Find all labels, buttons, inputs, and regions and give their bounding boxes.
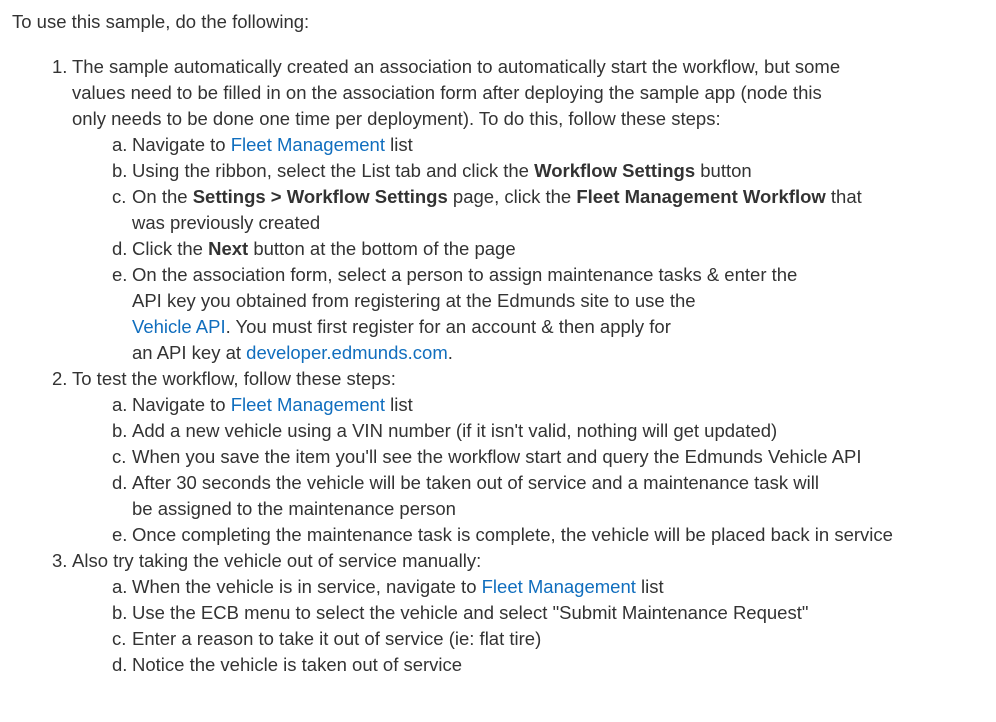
substep-text: Using the ribbon, select the List tab and click the — [132, 160, 535, 181]
substep-1d — [72, 236, 932, 262]
fleet-management-link[interactable]: Fleet Management — [481, 576, 636, 597]
substep-text: Click the — [132, 238, 209, 259]
substep-letter: a. — [112, 394, 128, 415]
substep-text: list — [635, 576, 664, 597]
substep-text: an API key at — [132, 342, 247, 363]
substep-text: Navigate to — [132, 394, 231, 415]
fleet-management-link[interactable]: Fleet Management — [230, 394, 385, 415]
substep-text: button — [695, 160, 752, 181]
substep-letter: e. — [112, 524, 128, 545]
substeps-list — [72, 574, 972, 678]
substep-1c — [72, 184, 932, 236]
developer-edmunds-link[interactable]: developer.edmunds.com — [246, 342, 448, 363]
steps-list — [0, 54, 972, 678]
intro-text: To use this sample, do the following: — [12, 11, 310, 32]
step-text-line: values need to be filled in on the association form after deploying the sample app (node this — [72, 82, 822, 103]
substep-text: Enter a reason to take it out of service (ie: flat tire) — [132, 628, 542, 649]
step-text-line: The sample automatically created an association to automatically start the workflow, but some — [72, 56, 841, 77]
substep-text: was previously created — [132, 212, 321, 233]
substep-letter: e. — [112, 264, 128, 285]
substep-text: Add a new vehicle using a VIN number (if it isn't valid, nothing will get updated) — [132, 420, 778, 441]
substep-text: . — [447, 342, 453, 363]
substep-letter: d. — [112, 654, 128, 675]
substep-3a — [72, 574, 932, 600]
substeps-list — [72, 132, 972, 366]
substep-text: After 30 seconds the vehicle will be taken out of service and a maintenance task will — [132, 472, 819, 493]
substep-letter: d. — [112, 472, 128, 493]
substep-text: Use the ECB menu to select the vehicle and select "Submit Maintenance Request" — [132, 602, 809, 623]
substep-1b — [72, 158, 932, 184]
step-number: 2. — [52, 368, 68, 389]
substep-text: that — [825, 186, 862, 207]
substep-3d — [72, 652, 932, 678]
substep-letter: b. — [112, 160, 128, 181]
substep-3c — [72, 626, 932, 652]
substep-text: be assigned to the maintenance person — [132, 498, 456, 519]
substep-text: Once completing the maintenance task is complete, the vehicle will be placed back in service — [132, 524, 893, 545]
substep-text: list — [385, 134, 413, 155]
substep-text: On the association form, select a person to assign maintenance tasks & enter the — [132, 264, 798, 285]
substep-3b — [72, 600, 932, 626]
substep-text: On the — [132, 186, 193, 207]
step-number: 1. — [52, 56, 68, 77]
vehicle-api-link[interactable]: Vehicle API — [132, 316, 226, 337]
substep-2e — [72, 522, 932, 548]
step-text-line: To test the workflow, follow these steps: — [72, 368, 396, 389]
bold-term: Fleet Management Workflow — [576, 186, 826, 207]
substep-text: page, click the — [447, 186, 577, 207]
substep-letter: c. — [112, 446, 127, 467]
substep-letter: c. — [112, 186, 127, 207]
bold-term: Workflow Settings — [534, 160, 696, 181]
substep-text: API key you obtained from registering at the Edmunds site to use the — [132, 290, 696, 311]
substep-text: button at the bottom of the page — [248, 238, 516, 259]
step-3 — [0, 548, 972, 678]
bold-term: Settings > Workflow Settings — [192, 186, 448, 207]
substep-2a — [72, 392, 932, 418]
substep-text: When the vehicle is in service, navigate to — [132, 576, 482, 597]
substep-text: list — [385, 394, 413, 415]
substep-2d — [72, 470, 932, 522]
fleet-management-link[interactable]: Fleet Management — [230, 134, 385, 155]
substep-text: . You must first register for an account & then apply for — [225, 316, 671, 337]
substep-text: Notice the vehicle is taken out of service — [132, 654, 463, 675]
substep-2b — [72, 418, 932, 444]
substep-letter: b. — [112, 602, 128, 623]
substep-1e — [72, 262, 932, 366]
substeps-list — [72, 392, 972, 548]
substep-letter: b. — [112, 420, 128, 441]
substep-2c — [72, 444, 932, 470]
substep-letter: a. — [112, 576, 128, 597]
step-text-line: Also try taking the vehicle out of service manually: — [72, 550, 482, 571]
substep-letter: c. — [112, 628, 127, 649]
substep-1a — [72, 132, 932, 158]
substep-text: Navigate to — [132, 134, 231, 155]
step-1 — [0, 54, 972, 366]
substep-text: When you save the item you'll see the workflow start and query the Edmunds Vehicle API — [132, 446, 862, 467]
bold-term: Next — [208, 238, 249, 259]
step-2 — [0, 366, 972, 548]
substep-letter: d. — [112, 238, 128, 259]
step-number: 3. — [52, 550, 68, 571]
step-text-line: only needs to be done one time per deployment). To do this, follow these steps: — [72, 108, 721, 129]
substep-letter: a. — [112, 134, 128, 155]
